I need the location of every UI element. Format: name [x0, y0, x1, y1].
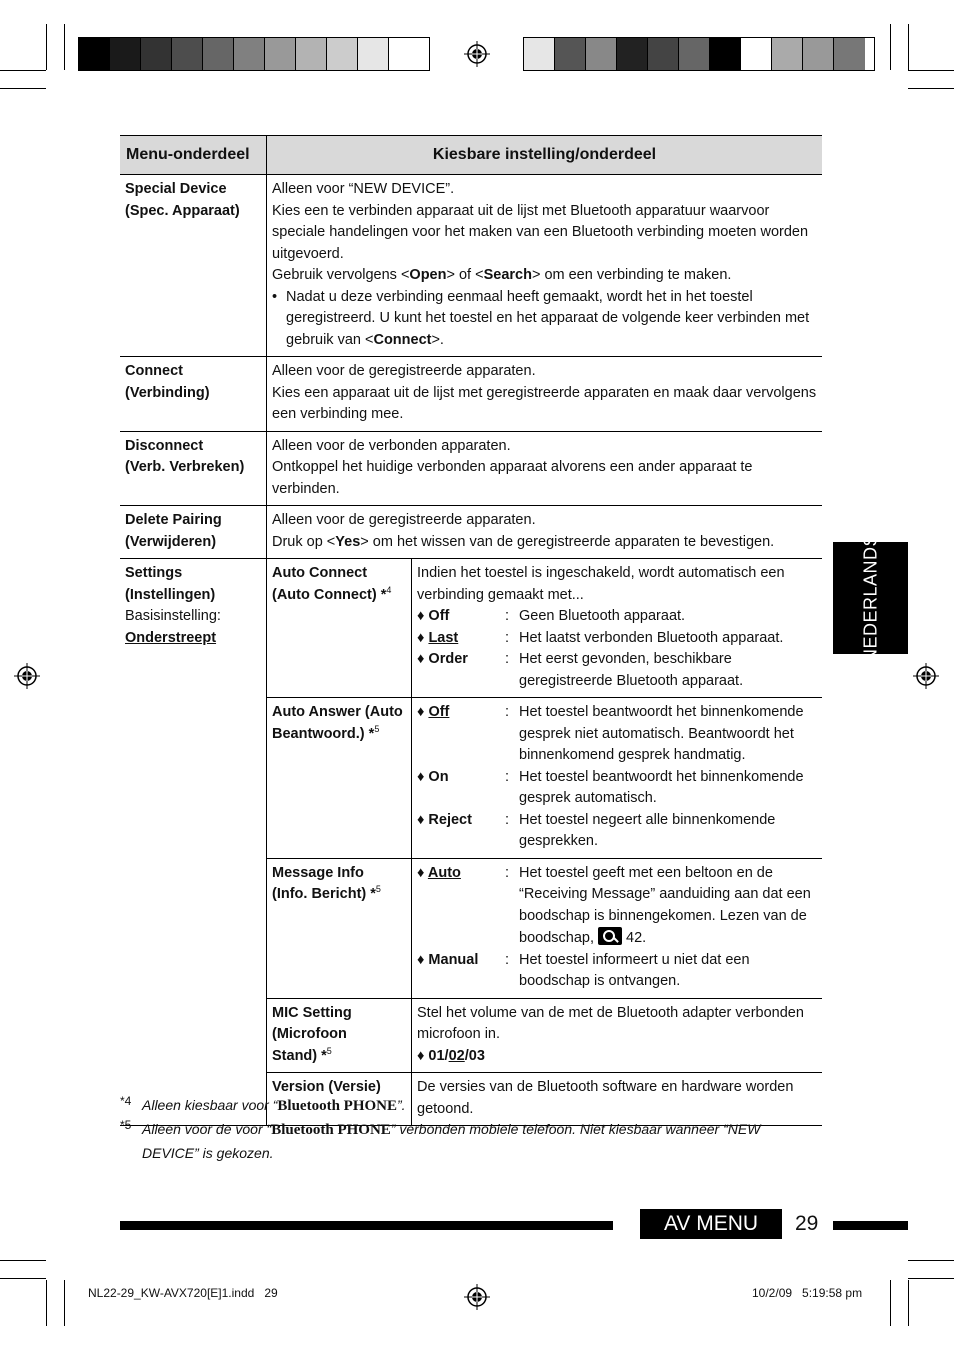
- crop-mark: [0, 88, 46, 89]
- footnote-4: [120, 1094, 820, 1118]
- menu-item-cell: [120, 431, 267, 506]
- text: Stand) *: [272, 1047, 327, 1064]
- color-swatch: [617, 38, 648, 70]
- options-cell: [412, 998, 823, 1073]
- menu-item-name: Disconnect: [125, 437, 204, 454]
- crop-mark: [0, 70, 46, 71]
- color-swatch: [648, 38, 679, 70]
- submenu-name: MIC Setting: [272, 1004, 352, 1021]
- color-swatch: [555, 38, 586, 70]
- option-value: Het toestel beantwoordt het binnenkomende gesprek niet automatisch. Beantwoordt het binnenkomend gesprek handmatig.: [519, 704, 804, 763]
- language-label: NEDERLANDS: [860, 533, 880, 663]
- option-value: Geen Bluetooth apparaat.: [519, 608, 686, 624]
- crop-mark: [908, 70, 954, 71]
- yes-label: Yes: [335, 533, 361, 550]
- table-row: [120, 357, 822, 432]
- option-key: ♦ Off: [417, 608, 450, 624]
- option-value: Het toestel beantwoordt het binnenkomende gesprek automatisch.: [519, 768, 804, 806]
- submenu-subname: [272, 884, 406, 906]
- option-row: [417, 628, 817, 650]
- option-value: Het eerst gevonden, beschikbare geregistreerde Bluetooth apparaat.: [519, 651, 744, 689]
- table-row: [120, 431, 822, 506]
- table-row: [120, 175, 822, 357]
- color-swatch: [234, 38, 265, 70]
- color-swatch: [803, 38, 834, 70]
- text: > om een verbinding te maken.: [531, 267, 732, 283]
- option-key: ♦ Manual: [417, 951, 479, 968]
- default-option: Off: [428, 704, 450, 720]
- separator: :: [505, 951, 510, 968]
- menu-item-name: Settings: [125, 565, 183, 581]
- crop-mark: [890, 24, 891, 70]
- color-swatch: [327, 38, 358, 70]
- submenu-name: Auto Connect: [272, 565, 368, 581]
- footnote-mark: *5: [120, 1118, 132, 1132]
- option-row: [417, 950, 817, 993]
- registration-mark-icon: [14, 663, 40, 689]
- option-key: ♦ On: [417, 768, 449, 785]
- footnote-text: [120, 1094, 820, 1118]
- submenu-cell: [267, 559, 412, 698]
- menu-item-subname: (Verwijderen): [125, 533, 217, 550]
- color-swatch: [358, 38, 389, 70]
- text: /03: [464, 1047, 485, 1064]
- footnote-5: [120, 1118, 820, 1165]
- footnote-mark: *4: [120, 1094, 132, 1108]
- option-row: [417, 767, 817, 810]
- color-calibration-bar-left: [78, 37, 430, 71]
- color-calibration-bar-right: [523, 37, 875, 71]
- bullet-text: [286, 287, 817, 352]
- menu-item-cell: [120, 175, 267, 357]
- crop-mark: [908, 24, 909, 70]
- color-swatch: [524, 38, 555, 70]
- menu-item-cell: [120, 357, 267, 432]
- setting-cell: [267, 431, 823, 506]
- footnote-ref: 4: [386, 584, 392, 595]
- color-swatch: [772, 38, 803, 70]
- bluetooth-phone-label: Bluetooth PHONE: [271, 1122, 391, 1138]
- text-line: Alleen voor de geregistreerde apparaten.: [272, 512, 536, 528]
- text: Alleen voor de voor “: [142, 1121, 272, 1137]
- crop-mark: [46, 1280, 47, 1326]
- crop-mark: [46, 24, 47, 70]
- submenu-cell: [267, 858, 412, 998]
- menu-item-name: Delete Pairing: [125, 512, 222, 528]
- option-value: [519, 863, 817, 950]
- magnifier-reference-icon: [598, 927, 622, 945]
- footnote-text: [120, 1118, 820, 1165]
- crop-mark: [64, 1280, 65, 1326]
- color-swatch: [389, 38, 420, 70]
- file-info: NL22-29_KW-AVX720[E]1.indd 29: [88, 1286, 278, 1300]
- color-swatch: [741, 38, 772, 70]
- text: >.: [431, 331, 444, 348]
- text: > om het wissen van de geregistreerde apparaten te bevestigen.: [360, 533, 775, 550]
- text: Beantwoord.) *: [272, 725, 375, 742]
- submenu-subname: [272, 1046, 406, 1068]
- text: Druk op <: [272, 533, 336, 550]
- option-key: ♦ Last: [417, 629, 459, 646]
- table-row: [120, 559, 822, 698]
- color-swatch: [172, 38, 203, 70]
- text: ” verbonden mobiele telefoon. Niet kiesbaar wanneer “NEW DEVICE” is gekozen.: [142, 1121, 761, 1161]
- options-cell: [412, 858, 823, 998]
- color-swatch: [141, 38, 172, 70]
- crop-mark: [890, 1280, 891, 1326]
- bluetooth-phone-label: Bluetooth PHONE: [277, 1098, 397, 1114]
- bullet-icon: •: [272, 288, 278, 305]
- section-label: AV MENU: [640, 1209, 782, 1239]
- crop-mark: [64, 24, 65, 70]
- option-key: ♦ Reject: [417, 811, 472, 828]
- separator: :: [505, 608, 510, 624]
- text: ”.: [397, 1097, 406, 1113]
- submenu-name: Version (Versie): [272, 1079, 381, 1095]
- option-row: [417, 702, 817, 767]
- option-key: ♦ Auto: [417, 864, 461, 881]
- color-swatch: [265, 38, 296, 70]
- open-label: Open: [409, 267, 447, 283]
- color-swatch: [679, 38, 710, 70]
- separator: :: [505, 864, 510, 881]
- color-swatch: [296, 38, 327, 70]
- crop-mark: [908, 1260, 954, 1261]
- crop-mark: [0, 1260, 46, 1261]
- submenu-subname: [272, 585, 406, 607]
- color-swatch: [79, 38, 110, 70]
- separator: :: [505, 811, 510, 828]
- footer-rule: [833, 1221, 908, 1230]
- default-option: 02: [448, 1047, 465, 1064]
- registration-mark-icon: [464, 41, 490, 67]
- crop-mark: [908, 1280, 909, 1326]
- connect-label: Connect: [373, 331, 432, 348]
- text-line: Alleen voor de geregistreerde apparaten.: [272, 363, 536, 379]
- option-row: [417, 649, 817, 692]
- page-number: 29: [795, 1212, 819, 1235]
- color-swatch: [203, 38, 234, 70]
- bluetooth-settings-table: [120, 135, 822, 1126]
- underline-legend: Onderstreept: [125, 629, 217, 646]
- submenu-subname: (Microfoon: [272, 1026, 347, 1042]
- registration-mark-icon: [913, 663, 939, 689]
- text-line: Ontkoppel het huidige verbonden apparaat alvorens een ander apparaat te verbinden.: [272, 459, 753, 497]
- option-key: ♦ Off: [417, 704, 450, 720]
- option-value: Het toestel negeert alle binnenkomende gesprekken.: [519, 811, 776, 849]
- menu-item-name: Connect: [125, 363, 183, 379]
- separator: :: [505, 768, 510, 785]
- option-row: [417, 863, 817, 950]
- separator: :: [505, 704, 510, 720]
- separator: :: [505, 651, 510, 667]
- col-header-menu: Menu-onderdeel: [120, 136, 267, 175]
- submenu-subname: [272, 724, 406, 746]
- registration-mark-icon: [464, 1284, 490, 1310]
- text-line: Kies een te verbinden apparaat uit de lijst met Bluetooth apparatuur waarvoor speciale handelingen voor het maken van een Bluetooth verbinding moeten worden uitgevoerd.: [272, 202, 809, 262]
- options-cell: [412, 559, 823, 698]
- text: Gebruik vervolgens <: [272, 267, 410, 283]
- text: Alleen kiesbaar voor “: [142, 1097, 278, 1113]
- submenu-cell: [267, 998, 412, 1073]
- default-option: Auto: [427, 864, 461, 881]
- text-line: [272, 532, 817, 554]
- setting-cell: [267, 357, 823, 432]
- option-value: Het laatst verbonden Bluetooth apparaat.: [519, 629, 784, 646]
- menu-item-name: Special Device: [125, 181, 227, 197]
- text-line: De versies van de Bluetooth software en hardware worden getoond.: [417, 1079, 794, 1117]
- options-cell: [412, 698, 823, 859]
- menu-item-subname: (Spec. Apparaat): [125, 202, 240, 219]
- text-line: [272, 265, 817, 287]
- menu-item-subname: (Verb. Verbreken): [125, 459, 245, 475]
- submenu-name: Auto Answer (Auto: [272, 704, 403, 720]
- footnote-ref: 5: [326, 1045, 332, 1056]
- print-date: 10/2/09 5:19:58 pm: [752, 1286, 863, 1300]
- separator: :: [505, 629, 510, 646]
- text: Het toestel geeft met een beltoon en de “Receiving Message” aanduiding aan dat een boodschap is binnengekomen. Lezen van de boodschap,: [519, 864, 811, 946]
- text-line: Alleen voor “NEW DEVICE”.: [272, 181, 455, 197]
- text: ♦ 01/: [417, 1047, 449, 1064]
- bullet-item: [272, 287, 817, 352]
- submenu-cell: [267, 698, 412, 859]
- color-swatch: [710, 38, 741, 70]
- crop-mark: [908, 88, 954, 89]
- table-row: [120, 506, 822, 559]
- color-swatch: [110, 38, 141, 70]
- search-label: Search: [483, 267, 532, 283]
- default-option: Last: [428, 629, 459, 646]
- setting-cell: [267, 175, 823, 357]
- table-header-row: [120, 136, 822, 175]
- option-row: [417, 810, 817, 853]
- menu-item-cell: [120, 559, 267, 1126]
- text: (Auto Connect) *: [272, 586, 387, 603]
- option-key: ♦ Order: [417, 651, 468, 667]
- text-line: Kies een apparaat uit de lijst met geregistreerde apparaten en maak daar vervolgens een verbinding mee.: [272, 384, 817, 422]
- submenu-name: Message Info: [272, 864, 364, 881]
- col-header-setting: Kiesbare instelling/onderdeel: [267, 136, 823, 175]
- default-setting-label: Basisinstelling:: [125, 608, 221, 624]
- footer-rule: [120, 1221, 613, 1230]
- language-side-tab: [833, 533, 908, 663]
- crop-mark: [908, 1278, 954, 1279]
- menu-item-subname: (Verbinding): [125, 384, 210, 401]
- text: (Info. Bericht) *: [272, 886, 376, 902]
- menu-item-cell: [120, 506, 267, 559]
- text-line: Stel het volume van de met de Bluetooth adapter verbonden microfoon in.: [417, 1004, 804, 1042]
- menu-item-subname: (Instellingen): [125, 586, 216, 603]
- color-swatch: [834, 38, 865, 70]
- setting-cell: [267, 506, 823, 559]
- text: > of <: [446, 267, 484, 283]
- option-row: [417, 606, 817, 628]
- option-row: [417, 1046, 817, 1068]
- color-swatch: [586, 38, 617, 70]
- footnote-ref: 5: [374, 723, 380, 734]
- page-ref: 42.: [626, 930, 647, 946]
- footnote-ref: 5: [375, 884, 381, 895]
- crop-mark: [0, 1278, 46, 1279]
- text: Nadat u deze verbinding eenmaal heeft gemaakt, wordt het in het toestel geregistreerd. U kunt het toestel en het apparaat de volgende keer verbinden met gebruik van <: [286, 288, 810, 348]
- option-value: Het toestel informeert u niet dat een boodschap is ontvangen.: [519, 951, 750, 989]
- text-line: Indien het toestel is ingeschakeld, wordt automatisch een verbinding gemaakt met...: [417, 565, 785, 603]
- text-line: Alleen voor de verbonden apparaten.: [272, 437, 511, 454]
